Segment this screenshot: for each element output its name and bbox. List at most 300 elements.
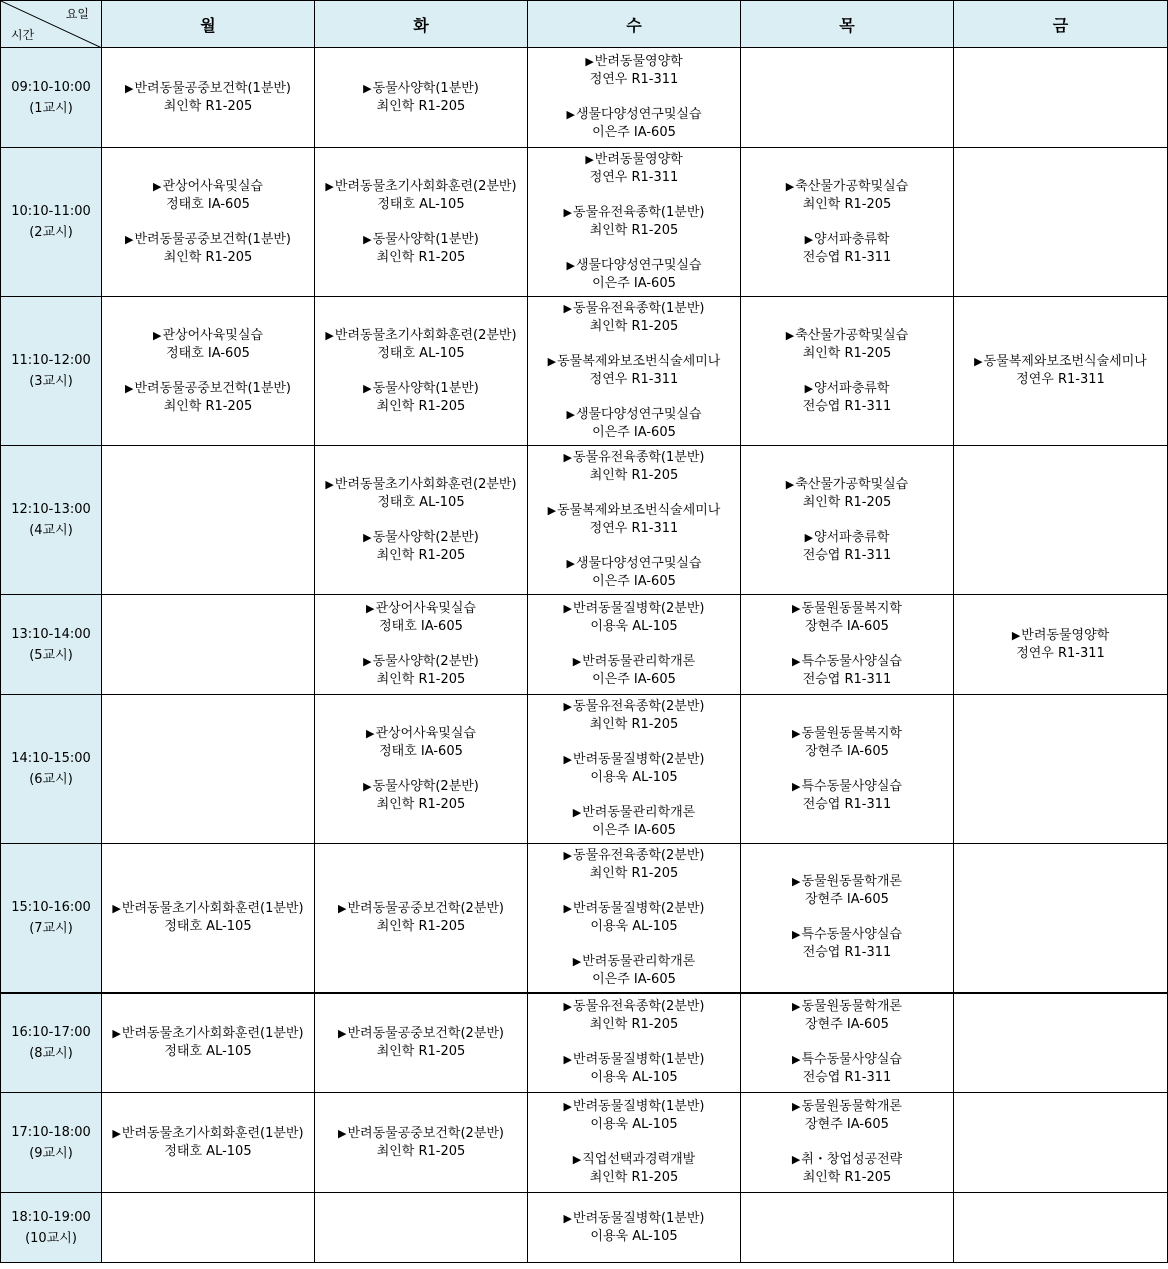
professor-room: 최인학 R1-205 (376, 1143, 466, 1159)
course-line (548, 353, 721, 371)
day-header-wed: 수 (528, 1, 741, 48)
professor-room: 이은주 IA-605 (592, 276, 676, 291)
class-entry (548, 502, 721, 538)
course-name: 반려동물초기사회화훈련(1분반) (121, 1125, 304, 1141)
course-name: 동물사양학(1분반) (372, 80, 479, 96)
triangle-right-icon: ▶ (566, 108, 575, 121)
course-name: 직업선택과경력개발 (582, 1152, 696, 1167)
table-row (1, 48, 1168, 148)
class-entry (363, 529, 479, 565)
class-entry (974, 353, 1147, 389)
course-name: 특수동물사양실습 (801, 1052, 902, 1068)
time-range: 15:10-16:00 (11, 899, 91, 915)
class-entry (792, 725, 902, 761)
table-row (1, 595, 1168, 695)
course-line (786, 178, 909, 196)
class-list (741, 476, 953, 565)
schedule-cell-wed (528, 446, 741, 595)
period-label: (5교시) (29, 647, 73, 663)
professor-room: 정태호 IA-605 (379, 743, 463, 759)
course-name: 반려동물영양학 (594, 152, 683, 167)
professor-room: 전승엽 R1-311 (802, 1070, 892, 1086)
course-line (363, 529, 479, 547)
professor-room: 이은주 IA-605 (592, 672, 676, 687)
triangle-right-icon: ▶ (337, 1126, 347, 1140)
schedule-cell-fri (954, 695, 1168, 844)
triangle-right-icon: ▶ (112, 1126, 121, 1140)
schedule-cell-mon (102, 446, 315, 595)
schedule-cell-thu (741, 1093, 954, 1193)
course-line (792, 873, 902, 891)
course-name: 반려동물질병학(1분반) (573, 1210, 705, 1226)
professor-room: 장현주 IA-605 (805, 743, 889, 759)
class-list (315, 476, 527, 565)
professor-room: 최인학 R1-205 (376, 547, 466, 563)
class-list (528, 300, 740, 442)
triangle-right-icon: ▶ (792, 1000, 801, 1014)
triangle-right-icon: ▶ (792, 726, 801, 740)
class-list (741, 327, 953, 416)
course-name: 축산물가공학및실습 (795, 476, 909, 492)
class-entry (573, 953, 696, 989)
professor-room: 정연우 R1-311 (589, 521, 679, 536)
class-list (741, 873, 953, 962)
period-label: (9교시) (29, 1145, 73, 1161)
professor-room: 최인학 R1-205 (589, 319, 679, 334)
course-line (792, 1051, 902, 1069)
time-slot (1, 695, 102, 844)
class-entry (564, 900, 705, 936)
schedule-cell-mon (102, 148, 315, 297)
professor-room: 이은주 IA-605 (592, 425, 676, 440)
schedule-cell-tue (315, 297, 528, 446)
professor-room: 최인학 R1-205 (589, 717, 679, 732)
course-line (566, 106, 701, 124)
course-line (564, 698, 705, 716)
professor-room: 전승엽 R1-311 (802, 249, 892, 265)
class-list (102, 327, 314, 416)
course-line (363, 380, 479, 398)
course-line (564, 900, 705, 918)
class-entry (566, 406, 701, 442)
schedule-cell-thu (741, 297, 954, 446)
professor-room: 정연우 R1-311 (589, 72, 679, 87)
class-entry (803, 231, 892, 267)
schedule-cell-tue (315, 48, 528, 148)
course-line (112, 1125, 303, 1143)
triangle-right-icon: ▶ (363, 779, 372, 793)
course-line (112, 1025, 303, 1043)
professor-room: 이용욱 AL-105 (590, 619, 678, 634)
course-line (792, 998, 902, 1016)
course-name: 생물다양성연구및실습 (575, 556, 702, 571)
class-entry (125, 80, 291, 116)
schedule-cell-wed (528, 1193, 741, 1263)
schedule-cell-tue (315, 844, 528, 993)
corner-time-label: 시간 (11, 28, 35, 42)
course-line (338, 900, 504, 918)
course-name: 반려동물공중보건학(2분반) (347, 1125, 505, 1141)
professor-room: 최인학 R1-205 (163, 249, 253, 265)
class-entry (786, 178, 909, 214)
class-entry (803, 529, 892, 565)
course-name: 양서파충류학 (814, 380, 890, 396)
professor-room: 이용욱 AL-105 (590, 1070, 678, 1086)
triangle-right-icon: ▶ (366, 602, 375, 615)
course-line (786, 476, 909, 494)
professor-room: 전승엽 R1-311 (802, 398, 892, 414)
course-name: 반려동물초기사회화훈련(1분반) (121, 1025, 304, 1041)
course-line (564, 998, 705, 1016)
class-entry (564, 998, 705, 1034)
triangle-right-icon: ▶ (325, 477, 334, 491)
triangle-right-icon: ▶ (153, 328, 162, 342)
triangle-right-icon: ▶ (563, 206, 573, 219)
class-list (528, 1210, 740, 1246)
time-range: 10:10-11:00 (11, 204, 91, 219)
schedule-cell-thu (741, 695, 954, 844)
professor-room: 장현주 IA-605 (805, 619, 889, 634)
course-name: 반려동물질병학(2분반) (573, 601, 705, 616)
professor-room: 정태호 AL-105 (164, 1043, 252, 1059)
course-name: 축산물가공학및실습 (795, 327, 909, 343)
class-entry (573, 1151, 696, 1187)
class-list (528, 698, 740, 840)
class-list (315, 327, 527, 416)
course-line (363, 231, 479, 249)
time-range: 18:10-19:00 (11, 1209, 91, 1225)
class-list (528, 449, 740, 591)
class-entry (325, 327, 516, 363)
class-list (315, 600, 527, 689)
class-entry (564, 449, 705, 485)
triangle-right-icon: ▶ (792, 1100, 801, 1113)
course-line (125, 380, 291, 398)
professor-room: 이용욱 AL-105 (590, 770, 678, 785)
triangle-right-icon: ▶ (563, 901, 573, 915)
class-list (315, 900, 527, 936)
class-list (102, 1025, 314, 1061)
header-row (1, 1, 1168, 48)
course-name: 동물유전육종학(1분반) (573, 301, 705, 316)
course-name: 반려동물관리학개론 (582, 654, 696, 669)
course-name: 동물원동물학개론 (801, 874, 902, 890)
class-list (741, 178, 953, 267)
course-line (803, 380, 892, 398)
course-line (363, 653, 479, 671)
class-entry (566, 257, 701, 293)
class-entry (548, 353, 721, 389)
triangle-right-icon: ▶ (804, 530, 814, 544)
course-line (585, 151, 682, 169)
class-entry (792, 873, 902, 909)
class-entry (792, 778, 902, 814)
schedule-cell-thu (741, 48, 954, 148)
triangle-right-icon: ▶ (572, 806, 582, 819)
time-range: 16:10-17:00 (11, 1024, 91, 1040)
course-line (792, 1151, 902, 1169)
professor-room: 최인학 R1-205 (376, 672, 466, 687)
professor-room: 최인학 R1-205 (376, 796, 466, 812)
course-name: 동물사양학(1분반) (372, 380, 479, 396)
class-entry (1012, 627, 1109, 663)
schedule-cell-wed (528, 595, 741, 695)
triangle-right-icon: ▶ (563, 1100, 573, 1113)
schedule-cell-fri (954, 595, 1168, 695)
triangle-right-icon: ▶ (563, 848, 573, 862)
course-name: 축산물가공학및실습 (795, 178, 909, 194)
schedule-cell-tue (315, 595, 528, 695)
schedule-cell-tue (315, 148, 528, 297)
class-list (315, 1125, 527, 1161)
class-list (102, 1125, 314, 1161)
course-name: 동물유전육종학(2분반) (573, 699, 705, 714)
course-line (566, 555, 701, 573)
course-line (564, 1051, 705, 1069)
professor-room: 최인학 R1-205 (802, 345, 892, 361)
professor-room: 최인학 R1-205 (802, 494, 892, 510)
triangle-right-icon: ▶ (363, 655, 372, 668)
schedule-cell-wed (528, 148, 741, 297)
class-entry (803, 380, 892, 416)
course-name: 반려동물초기사회화훈련(2분반) (334, 327, 517, 343)
class-list (315, 1025, 527, 1061)
professor-room: 정태호 IA-605 (379, 619, 463, 634)
triangle-right-icon: ▶ (337, 901, 347, 915)
course-name: 동물복제와보조번식술세미나 (983, 354, 1147, 369)
class-entry (153, 327, 263, 363)
course-line (803, 529, 892, 547)
professor-room: 최인학 R1-205 (376, 398, 466, 414)
schedule-cell-mon (102, 993, 315, 1093)
day-header-thu: 목 (741, 1, 954, 48)
triangle-right-icon: ▶ (1011, 628, 1021, 642)
class-list (954, 353, 1167, 389)
course-line (573, 653, 696, 671)
schedule-cell-mon (102, 844, 315, 993)
professor-room: 이은주 IA-605 (592, 574, 676, 589)
professor-room: 최인학 R1-205 (163, 398, 253, 414)
class-list (954, 627, 1167, 663)
schedule-cell-wed (528, 844, 741, 993)
triangle-right-icon: ▶ (572, 954, 582, 968)
triangle-right-icon: ▶ (791, 1153, 801, 1166)
table-row (1, 446, 1168, 595)
professor-room: 정태호 AL-105 (377, 196, 465, 212)
triangle-right-icon: ▶ (563, 602, 573, 615)
course-line (1012, 627, 1109, 645)
period-label: (10교시) (25, 1230, 77, 1246)
professor-room: 최인학 R1-205 (589, 468, 679, 483)
table-row (1, 1093, 1168, 1193)
time-range: 11:10-12:00 (11, 353, 91, 368)
schedule-cell-thu (741, 844, 954, 993)
triangle-right-icon: ▶ (325, 328, 334, 342)
class-list (528, 151, 740, 293)
course-name: 반려동물질병학(2분반) (573, 900, 705, 916)
professor-room: 이용욱 AL-105 (590, 918, 678, 934)
schedule-cell-thu (741, 446, 954, 595)
course-line (325, 178, 516, 196)
period-label: (7교시) (29, 920, 73, 936)
triangle-right-icon: ▶ (563, 1000, 573, 1014)
schedule-cell-mon (102, 48, 315, 148)
time-range: 14:10-15:00 (11, 751, 91, 766)
course-line (153, 327, 263, 345)
class-entry (564, 204, 705, 240)
schedule-cell-mon (102, 695, 315, 844)
professor-room: 정태호 IA-605 (166, 345, 250, 361)
triangle-right-icon: ▶ (124, 381, 134, 395)
course-name: 반려동물영양학 (594, 54, 683, 69)
course-line (363, 778, 479, 796)
schedule-cell-fri (954, 297, 1168, 446)
course-name: 관상어사육및실습 (375, 601, 476, 616)
class-entry (564, 1051, 705, 1087)
schedule-cell-tue (315, 993, 528, 1093)
class-entry (338, 900, 504, 936)
class-entry (153, 178, 263, 214)
course-name: 동물원동물학개론 (801, 1099, 902, 1114)
class-entry (564, 300, 705, 336)
professor-room: 정연우 R1-311 (589, 372, 679, 387)
class-entry (792, 1098, 902, 1134)
course-name: 반려동물관리학개론 (582, 953, 696, 969)
class-list (102, 80, 314, 116)
class-entry (566, 106, 701, 142)
course-name: 동물유전육종학(2분반) (573, 847, 705, 863)
time-range: 17:10-18:00 (11, 1124, 91, 1140)
schedule-cell-thu (741, 595, 954, 695)
course-name: 동물복제와보조번식술세미나 (557, 354, 721, 369)
triangle-right-icon: ▶ (563, 302, 573, 315)
class-list (528, 600, 740, 689)
course-name: 양서파충류학 (814, 529, 890, 545)
course-line (564, 751, 705, 769)
triangle-right-icon: ▶ (563, 700, 573, 713)
professor-room: 장현주 IA-605 (805, 1117, 889, 1132)
triangle-right-icon: ▶ (785, 179, 795, 193)
class-entry (786, 327, 909, 363)
course-line (564, 600, 705, 618)
professor-room: 전승엽 R1-311 (802, 796, 892, 812)
class-entry (566, 555, 701, 591)
course-line (564, 449, 705, 467)
course-name: 반려동물질병학(1분반) (573, 1099, 705, 1114)
time-slot (1, 993, 102, 1093)
professor-room: 정태호 AL-105 (377, 345, 465, 361)
professor-room: 최인학 R1-205 (376, 249, 466, 265)
day-header-mon: 월 (102, 1, 315, 48)
triangle-right-icon: ▶ (785, 328, 795, 342)
schedule-cell-tue (315, 1193, 528, 1263)
course-name: 관상어사육및실습 (162, 327, 263, 343)
course-name: 반려동물영양학 (1021, 627, 1110, 643)
triangle-right-icon: ▶ (974, 355, 983, 368)
day-header-tue: 화 (315, 1, 528, 48)
professor-room: 정연우 R1-311 (1016, 645, 1105, 661)
corner-day-label: 요일 (65, 7, 89, 21)
course-line (325, 476, 516, 494)
triangle-right-icon: ▶ (572, 655, 582, 668)
professor-room: 정연우 R1-311 (589, 170, 679, 185)
class-entry (564, 698, 705, 734)
timetable-body (1, 48, 1168, 1263)
class-entry (325, 476, 516, 512)
class-list (315, 80, 527, 116)
course-name: 반려동물질병학(1분반) (573, 1052, 705, 1068)
course-line (585, 53, 682, 71)
course-name: 동물원동물복지학 (801, 601, 902, 616)
professor-room: 정태호 AL-105 (377, 494, 465, 510)
class-list (528, 998, 740, 1087)
course-line (974, 353, 1147, 371)
professor-room: 정태호 AL-105 (164, 1143, 252, 1159)
triangle-right-icon: ▶ (325, 179, 334, 193)
corner-header (1, 1, 102, 48)
triangle-right-icon: ▶ (363, 232, 372, 246)
course-name: 동물원동물복지학 (801, 725, 902, 741)
professor-room: 최인학 R1-205 (376, 1043, 466, 1059)
course-line (792, 725, 902, 743)
triangle-right-icon: ▶ (363, 81, 372, 95)
class-entry (792, 1051, 902, 1087)
schedule-cell-fri (954, 148, 1168, 297)
professor-room: 정태호 AL-105 (164, 918, 252, 934)
triangle-right-icon: ▶ (363, 381, 372, 395)
professor-room: 최인학 R1-205 (163, 98, 253, 114)
schedule-cell-fri (954, 446, 1168, 595)
schedule-cell-wed (528, 297, 741, 446)
triangle-right-icon: ▶ (112, 1026, 121, 1040)
professor-room: 최인학 R1-205 (589, 1170, 679, 1185)
class-entry (792, 1151, 902, 1187)
professor-room: 최인학 R1-205 (376, 98, 466, 114)
class-entry (792, 653, 902, 689)
triangle-right-icon: ▶ (792, 602, 801, 615)
class-entry (786, 476, 909, 512)
course-line (366, 600, 476, 618)
course-line (573, 1151, 696, 1169)
class-list (528, 53, 740, 142)
class-entry (338, 1025, 504, 1061)
course-line (573, 804, 696, 822)
professor-room: 장현주 IA-605 (805, 892, 889, 908)
course-line (792, 600, 902, 618)
course-line (112, 900, 303, 918)
course-line (564, 847, 705, 865)
class-entry (564, 1098, 705, 1134)
course-name: 반려동물공중보건학(1분반) (134, 80, 292, 96)
triangle-right-icon: ▶ (572, 1153, 582, 1166)
class-list (315, 725, 527, 814)
professor-room: 최인학 R1-205 (589, 1017, 679, 1033)
course-line (803, 231, 892, 249)
professor-room: 이용욱 AL-105 (590, 1228, 678, 1244)
professor-room: 최인학 R1-205 (376, 918, 466, 934)
schedule-cell-wed (528, 1093, 741, 1193)
professor-room: 최인학 R1-205 (589, 865, 679, 881)
triangle-right-icon: ▶ (153, 179, 162, 193)
class-entry (125, 380, 291, 416)
period-label: (3교시) (29, 374, 73, 389)
class-entry (325, 178, 516, 214)
triangle-right-icon: ▶ (585, 55, 594, 68)
class-entry (363, 778, 479, 814)
triangle-right-icon: ▶ (566, 557, 575, 570)
table-row (1, 993, 1168, 1093)
class-entry (792, 998, 902, 1034)
